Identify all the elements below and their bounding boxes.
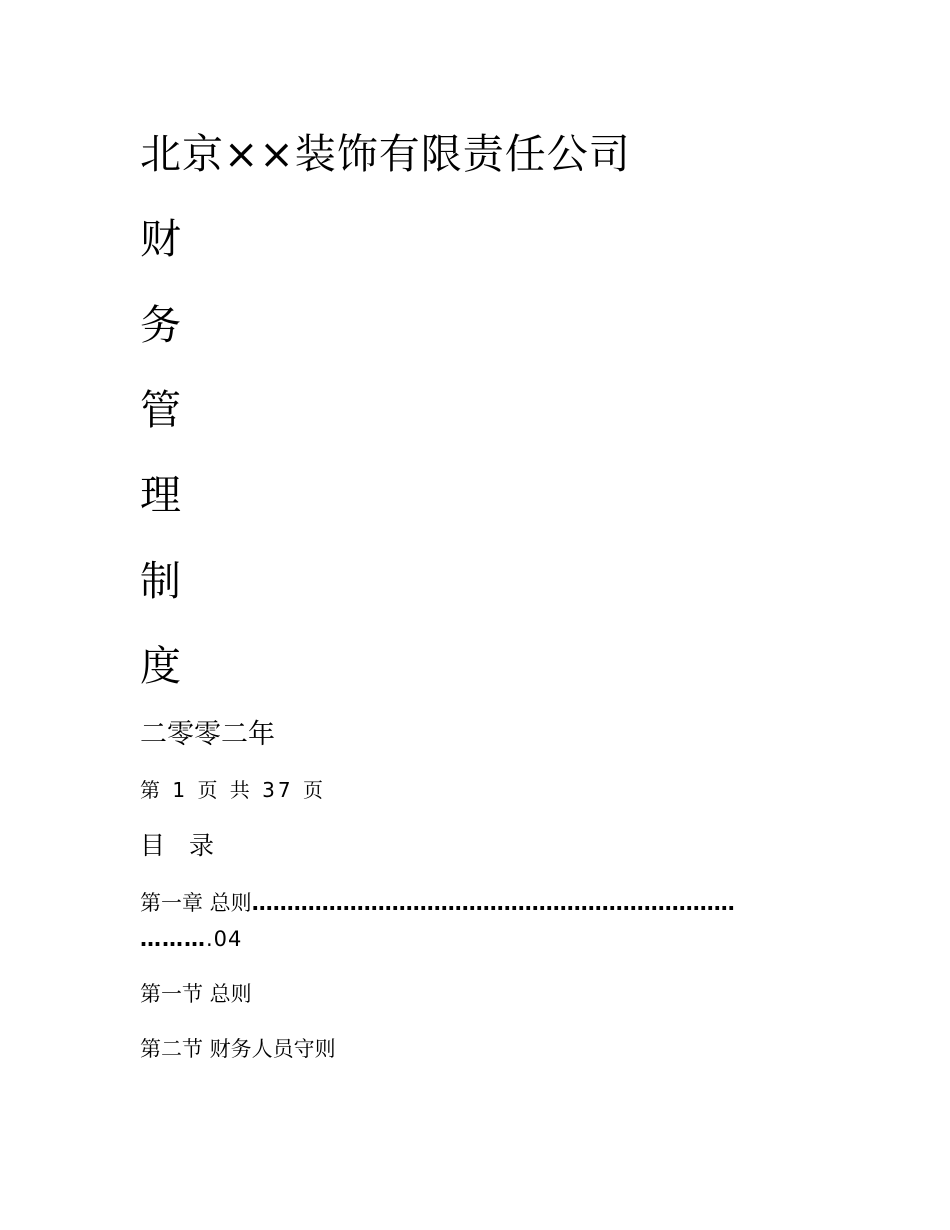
toc-page-number: .04	[206, 927, 243, 951]
toc-leader: ………	[140, 927, 206, 951]
page-counter: 第 1 页 共 37 页	[140, 778, 326, 802]
company-name: 北京××装饰有限责任公司	[140, 130, 631, 178]
toc-entry-chapter-1[interactable]	[140, 885, 735, 921]
toc-entry-chapter-1-continued[interactable]	[140, 921, 242, 957]
title-char: 理	[140, 471, 181, 519]
toc-entry-label: 第一节 总则	[140, 982, 252, 1006]
toc-entry-section-2[interactable]	[140, 1031, 336, 1067]
toc-leader: ……………………………………………………………	[251, 891, 735, 915]
title-char: 制	[140, 557, 181, 605]
title-char: 度	[140, 642, 181, 690]
title-char: 务	[140, 301, 181, 349]
title-char: 管	[140, 386, 181, 434]
toc-entry-section-1[interactable]	[140, 976, 252, 1012]
document-year: 二零零二年	[140, 719, 275, 750]
toc-heading: 目 录	[140, 831, 222, 860]
toc-entry-label: 第一章 总则	[140, 891, 252, 915]
title-char: 财	[140, 215, 181, 263]
toc-entry-label: 第二节 财务人员守则	[140, 1037, 336, 1061]
